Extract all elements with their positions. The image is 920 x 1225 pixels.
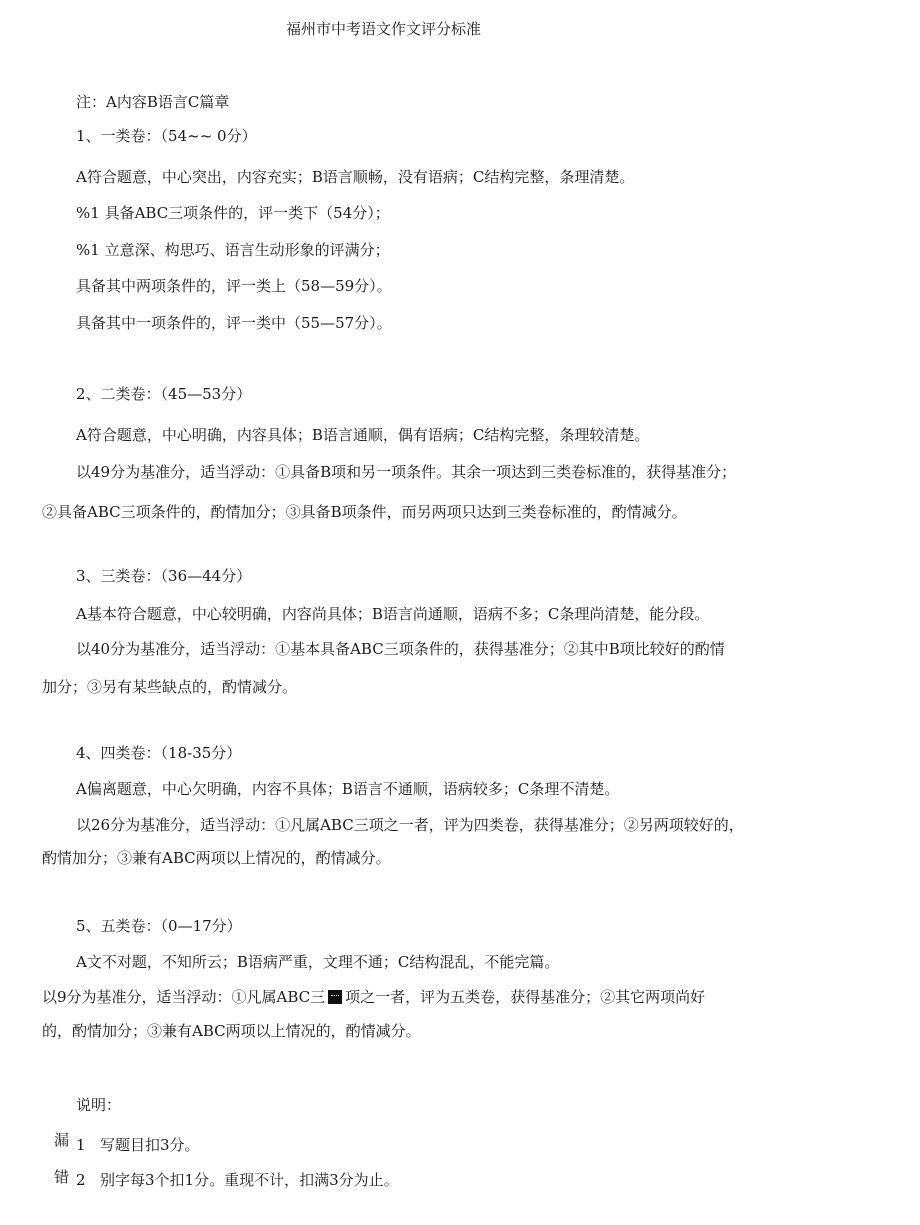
- section-2-para-line-2: ②具备ABC三项条件的，酌情加分；③具备B项条件，而另两项只达到三类卷标准的，酌情减分。: [42, 503, 687, 521]
- page-title: 福州市中考语文作文评分标准: [286, 20, 482, 38]
- section-1-rule-4: 具备其中一项条件的，评一类中（55—57分）。: [76, 314, 392, 332]
- section-3-heading: 3、三类卷：（36—44分）: [76, 567, 252, 585]
- explanation-side-mark-2: 错: [54, 1168, 70, 1186]
- legend-note: 注：A内容B语言C篇章: [76, 93, 230, 111]
- section-5-para-line-1: [42, 987, 705, 1007]
- explanation-heading: 说明：: [76, 1096, 122, 1114]
- section-1-rule-2: %1 立意深、构思巧、语言生动形象的评满分；: [76, 241, 390, 259]
- section-5-para-line-1-start: 以9分为基准分，适当浮动：①凡属ABC三: [42, 988, 326, 1006]
- section-3-para-line-2: 加分；③另有某些缺点的，酌情减分。: [42, 678, 298, 696]
- section-1-rule-3: 具备其中两项条件的，评一类上（58—59分）。: [76, 277, 392, 295]
- section-1-heading: 1、一类卷：（54~~ 0分）: [76, 127, 257, 145]
- explanation-item-1-text: 写题目扣3分。: [100, 1136, 200, 1154]
- explanation-item-2-number: 2: [76, 1171, 86, 1189]
- section-5-para-line-1-end: 项之一者，评为五类卷，获得基准分；②其它两项尚好: [345, 988, 706, 1006]
- section-5-heading: 5、五类卷：（0—17分）: [76, 917, 242, 935]
- section-1-criteria: A符合题意，中心突出，内容充实；B语言顺畅，没有语病；C结构完整，条理清楚。: [76, 168, 635, 186]
- section-4-heading: 4、四类卷：（18-35分）: [76, 744, 242, 762]
- section-5-criteria: A文不对题，不知所云；B语病严重，文理不通；C结构混乱，不能完篇。: [76, 953, 560, 971]
- section-4-criteria: A偏离题意，中心欠明确，内容不具体；B语言不通顺，语病较多；C条理不清楚。: [76, 780, 620, 798]
- section-2-para-line-1: 以49分为基准分，适当浮动：①具备B项和另一项条件。其余一项达到三类卷标准的，获得基准分；: [76, 463, 737, 481]
- explanation-side-mark-1: 漏: [54, 1131, 70, 1149]
- scan-artifact-box: [328, 990, 342, 1004]
- section-4-para-line-1: 以26分为基准分，适当浮动：①凡属ABC三项之一者，评为四类卷，获得基准分；②另两项较好的，: [76, 816, 744, 834]
- section-1-rule-1: %1 具备ABC三项条件的，评一类下（54分）；: [76, 204, 390, 222]
- explanation-item-1-number: 1: [76, 1136, 86, 1154]
- section-5-para-line-2: 的，酌情加分；③兼有ABC两项以上情况的，酌情减分。: [42, 1022, 421, 1040]
- explanation-item-2-text: 别字每3个扣1分。重现不计，扣满3分为止。: [100, 1171, 399, 1189]
- section-2-heading: 2、二类卷：（45—53分）: [76, 385, 252, 403]
- section-4-para-line-2: 酌情加分；③兼有ABC两项以上情况的，酌情减分。: [42, 849, 391, 867]
- section-3-criteria: A基本符合题意，中心较明确，内容尚具体；B语言尚通顺，语病不多；C条理尚清楚，能分段。: [76, 605, 710, 623]
- section-3-para-line-1: 以40分为基准分，适当浮动：①基本具备ABC三项条件的，获得基准分；②其中B项比较好的酌情: [76, 640, 725, 658]
- section-2-criteria: A符合题意，中心明确，内容具体；B语言通顺，偶有语病；C结构完整，条理较清楚。: [76, 426, 650, 444]
